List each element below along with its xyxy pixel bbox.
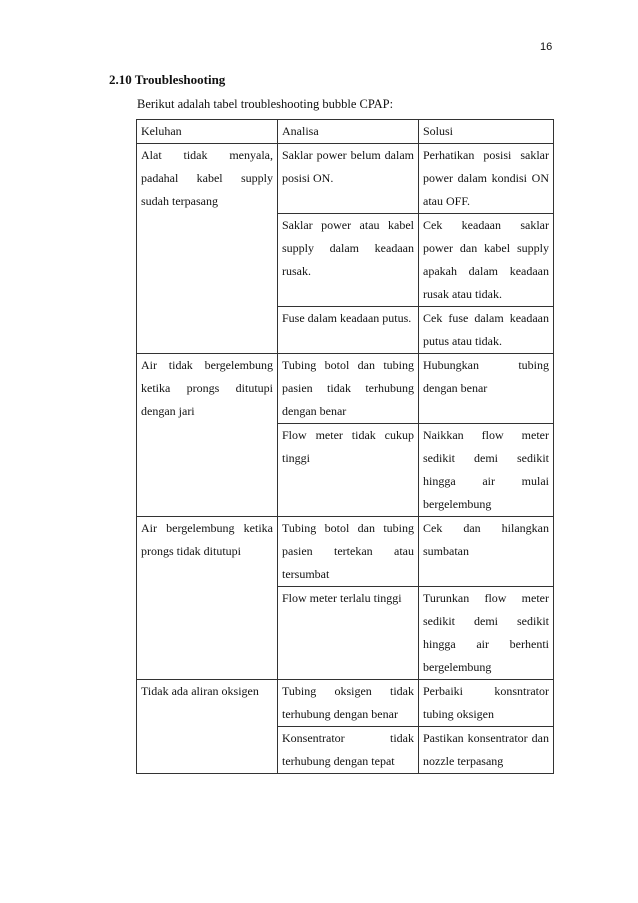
solution-cell: Perbaiki konsntrator tubing oksigen (419, 680, 554, 727)
analysis-cell: Flow meter tidak cukup tinggi (278, 424, 419, 517)
solution-cell: Pastikan konsentrator dan nozzle terpasang (419, 727, 554, 774)
analysis-cell: Tubing botol dan tubing pasien tertekan atau tersumbat (278, 517, 419, 587)
analysis-cell: Tubing oksigen tidak terhubung dengan benar (278, 680, 419, 727)
header-solusi: Solusi (419, 120, 554, 144)
solution-cell: Cek keadaan saklar power dan kabel supply apakah dalam keadaan rusak atau tidak. (419, 214, 554, 307)
solution-cell: Hubungkan tubing dengan benar (419, 354, 554, 424)
solution-cell: Naikkan flow meter sedikit demi sedikit hingga air mulai bergelembung (419, 424, 554, 517)
troubleshooting-table (136, 119, 554, 774)
complaint-cell: Tidak ada aliran oksigen (137, 680, 278, 774)
complaint-cell: Alat tidak menyala, padahal kabel supply sudah terpasang (137, 144, 278, 354)
solution-cell: Cek fuse dalam keadaan putus atau tidak. (419, 307, 554, 354)
analysis-cell: Tubing botol dan tubing pasien tidak terhubung dengan benar (278, 354, 419, 424)
header-analisa: Analisa (278, 120, 419, 144)
analysis-cell: Saklar power belum dalam posisi ON. (278, 144, 419, 214)
section-intro: Berikut adalah tabel troubleshooting bubble CPAP: (137, 97, 394, 111)
analysis-cell: Flow meter terlalu tinggi (278, 587, 419, 680)
analysis-cell: Fuse dalam keadaan putus. (278, 307, 419, 354)
table-header-row (137, 120, 554, 144)
complaint-cell: Air bergelembung ketika prongs tidak ditutupi (137, 517, 278, 680)
solution-cell: Perhatikan posisi saklar power dalam kondisi ON atau OFF. (419, 144, 554, 214)
page-number: 16 (540, 41, 553, 53)
table-row (137, 680, 554, 727)
analysis-cell: Konsentrator tidak terhubung dengan tepat (278, 727, 419, 774)
solution-cell: Cek dan hilangkan sumbatan (419, 517, 554, 587)
complaint-cell: Air tidak bergelembung ketika prongs ditutupi dengan jari (137, 354, 278, 517)
header-keluhan: Keluhan (137, 120, 278, 144)
section-heading: 2.10 Troubleshooting (109, 72, 226, 87)
solution-cell: Turunkan flow meter sedikit demi sedikit hingga air berhenti bergelembung (419, 587, 554, 680)
table-row (137, 354, 554, 424)
table-row (137, 517, 554, 587)
analysis-cell: Saklar power atau kabel supply dalam keadaan rusak. (278, 214, 419, 307)
table-row (137, 144, 554, 214)
